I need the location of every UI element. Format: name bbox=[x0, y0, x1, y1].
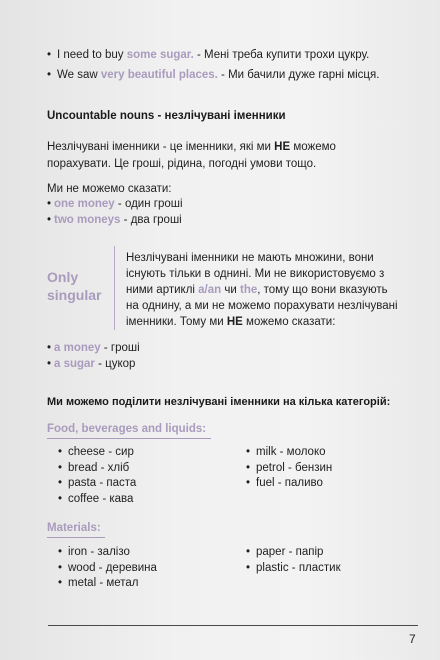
definition-line-2: порахувати. Це гроші, рідина, погодні умови тощо. bbox=[47, 158, 317, 170]
bullet: • bbox=[58, 461, 63, 474]
food-item: bread - хліб bbox=[68, 461, 130, 474]
wrong-example bbox=[47, 213, 182, 228]
bullet: • bbox=[58, 477, 63, 489]
example-translation: - Ми бачили дуже гарні місця. bbox=[217, 69, 380, 81]
food-item: cheese - сир bbox=[68, 446, 134, 458]
example-highlight: very beautiful places. bbox=[100, 69, 218, 81]
cannot-say-label: Ми не можемо сказати: bbox=[47, 183, 172, 195]
bullet: • bbox=[58, 492, 63, 505]
vertical-divider bbox=[114, 246, 115, 330]
wrong-example-highlight: a money bbox=[54, 342, 101, 354]
bullet: • bbox=[246, 477, 251, 489]
food-item: milk - молоко bbox=[256, 446, 326, 458]
food-list-left bbox=[58, 445, 136, 507]
only-singular-line-2: singular bbox=[47, 287, 102, 303]
definition-text: Незлічувані іменники - це іменники, які ми bbox=[47, 141, 275, 153]
list-item bbox=[58, 492, 136, 507]
category-food-title: Food, beverages and liquids: bbox=[47, 423, 207, 435]
singular-text: ними артиклі bbox=[126, 284, 199, 296]
list-item bbox=[58, 445, 136, 460]
bullet: • bbox=[58, 561, 63, 574]
example-highlight: some sugar. bbox=[126, 49, 194, 61]
example-translation: - Мені треба купити трохи цукру. bbox=[193, 49, 370, 61]
bullet: • bbox=[47, 342, 52, 354]
category-food-underline bbox=[47, 438, 211, 439]
list-item bbox=[246, 545, 341, 560]
food-list-right bbox=[246, 445, 332, 491]
only-singular-line-1: Only bbox=[47, 269, 79, 285]
bullet: • bbox=[47, 214, 52, 226]
only-singular-label bbox=[47, 268, 101, 304]
example-line-2 bbox=[47, 68, 379, 83]
definition-bold: НЕ bbox=[274, 141, 291, 153]
food-item: coffee - кава bbox=[68, 492, 134, 505]
wrong-example-translation: - гроші bbox=[100, 342, 140, 354]
list-item bbox=[58, 576, 157, 591]
wrong-example-translation: - два гроші bbox=[120, 214, 182, 226]
list-item bbox=[58, 476, 136, 491]
category-materials-title: Materials: bbox=[47, 522, 101, 534]
list-item bbox=[246, 561, 341, 576]
wrong-example-translation: - цукор bbox=[94, 358, 136, 370]
article-highlight: the bbox=[239, 284, 258, 296]
singular-text-line-2: існують тільки в однині. Ми не використовуємо з bbox=[126, 268, 385, 280]
wrong-example-highlight: one money bbox=[54, 198, 115, 210]
singular-text-line-1: Незлічувані іменники не мають множини, вони bbox=[126, 252, 374, 264]
singular-text: іменники. Тому ми bbox=[126, 316, 227, 328]
definition-text: можемо bbox=[290, 141, 336, 153]
bullet: • bbox=[47, 69, 52, 81]
food-item: petrol - бензин bbox=[256, 461, 333, 474]
singular-text-line-3 bbox=[126, 283, 388, 298]
material-item: plastic - пластик bbox=[256, 561, 341, 574]
material-item: iron - залізо bbox=[68, 546, 130, 558]
list-item bbox=[58, 545, 157, 560]
wrong-example-highlight: two moneys bbox=[54, 214, 121, 226]
singular-text: чи bbox=[221, 284, 240, 296]
footer-divider bbox=[48, 625, 418, 626]
singular-text-line-4: на однину, а ми не можемо порахувати незлічувані bbox=[126, 300, 398, 312]
category-materials-underline bbox=[47, 537, 105, 538]
bullet: • bbox=[47, 358, 52, 370]
singular-bold: НЕ bbox=[226, 316, 243, 328]
singular-text: можемо сказати: bbox=[242, 316, 336, 328]
material-item: wood - деревина bbox=[68, 561, 157, 574]
bullet: • bbox=[58, 577, 63, 589]
food-item: fuel - паливо bbox=[256, 477, 323, 489]
singular-text: , тому що вони вказують bbox=[257, 284, 388, 296]
list-item bbox=[246, 461, 332, 476]
page-number: 7 bbox=[409, 632, 416, 646]
list-item bbox=[246, 476, 332, 491]
materials-list-left bbox=[58, 545, 157, 591]
example-text: I need to buy bbox=[57, 49, 127, 61]
food-item: pasta - паста bbox=[68, 477, 137, 489]
bullet: • bbox=[246, 561, 251, 574]
material-item: paper - папір bbox=[256, 546, 324, 558]
definition-line-1 bbox=[47, 140, 336, 155]
wrong-example bbox=[47, 341, 140, 356]
wrong-example-translation: - один гроші bbox=[114, 198, 183, 210]
list-item bbox=[246, 445, 332, 460]
bullet: • bbox=[246, 461, 251, 474]
material-item: metal - метал bbox=[68, 577, 139, 589]
wrong-example bbox=[47, 197, 183, 212]
categories-title: Ми можемо поділити незлічувані іменники на кілька категорій: bbox=[47, 396, 391, 408]
singular-text-line-5 bbox=[126, 315, 335, 330]
bullet: • bbox=[58, 446, 63, 458]
list-item bbox=[58, 561, 157, 576]
section-title-uncountable: Uncountable nouns - незлічувані іменники bbox=[47, 110, 286, 122]
bullet: • bbox=[246, 546, 251, 558]
bullet: • bbox=[58, 546, 63, 558]
wrong-example bbox=[47, 357, 135, 372]
materials-list-right bbox=[246, 545, 341, 576]
bullet: • bbox=[246, 446, 251, 458]
bullet: • bbox=[47, 49, 52, 61]
bullet: • bbox=[47, 198, 52, 210]
article-highlight: a/an bbox=[198, 284, 222, 296]
wrong-example-highlight: a sugar bbox=[54, 358, 95, 370]
example-text: We saw bbox=[57, 69, 101, 81]
example-line-1 bbox=[47, 48, 369, 63]
list-item bbox=[58, 461, 136, 476]
